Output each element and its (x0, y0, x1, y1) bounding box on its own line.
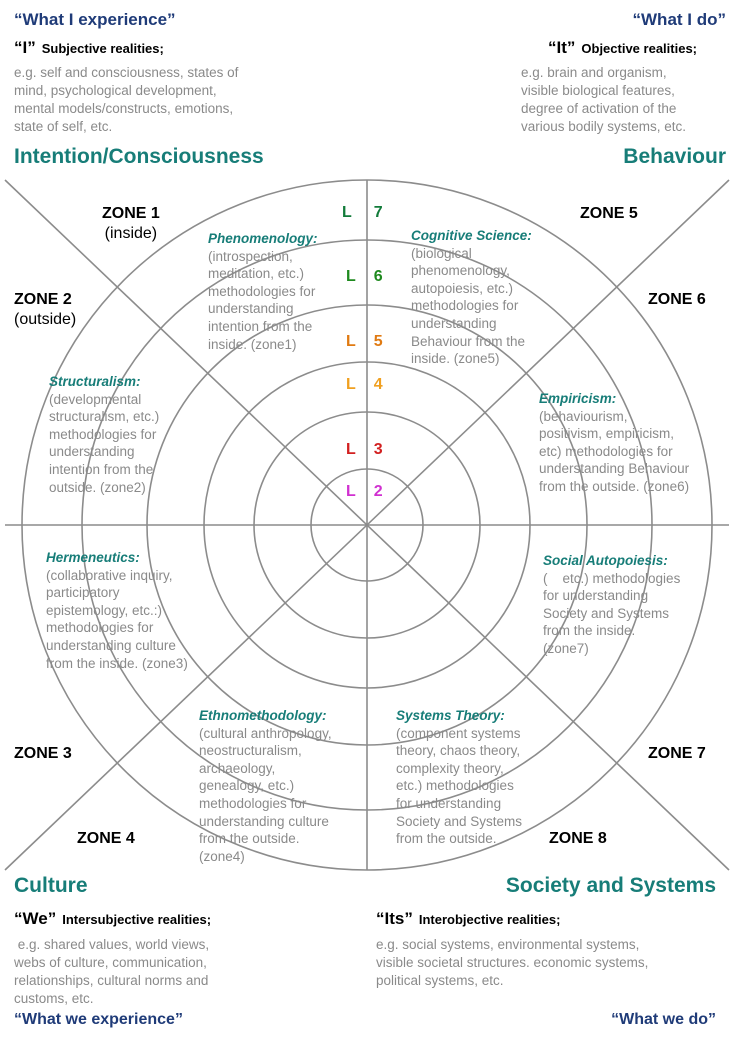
zone-1-name: ZONE 1 (102, 205, 160, 222)
ethnomethodology-title: Ethnomethodology: (199, 708, 327, 723)
method-line: methodologies for (208, 283, 316, 299)
i-example-line: state of self, etc. (14, 119, 113, 134)
method-line: intention from the (49, 461, 154, 477)
cognitive-science-title: Cognitive Science: (411, 228, 532, 243)
zone-2-name: ZONE 2 (14, 291, 72, 308)
systems-theory-title: Systems Theory: (396, 708, 505, 723)
its-example-line: e.g. social systems, environmental systems, (376, 937, 640, 952)
method-line: from the outside. (zone6) (539, 478, 690, 494)
structuralism-block (49, 373, 159, 496)
level-2-letter: L (346, 483, 356, 500)
phenomenology-title: Phenomenology: (208, 231, 318, 246)
i-pronoun-row (14, 38, 164, 58)
its-pronoun-row (376, 909, 560, 929)
interobjective-realities-label: Interobjective realities; (418, 912, 561, 927)
method-line: inside. (zone5) (411, 351, 500, 367)
method-line: structuralism, etc.) (49, 409, 160, 425)
level-5-letter: L (346, 333, 356, 350)
it-pronoun-row (548, 38, 697, 58)
level-4-number: 4 (373, 376, 383, 393)
method-line: understanding (208, 301, 294, 317)
level-7-number: 7 (373, 204, 383, 221)
method-line: (biological (411, 245, 472, 261)
level-6 (346, 268, 383, 286)
method-line: understanding culture (46, 637, 176, 653)
method-line: (behaviourism, (539, 408, 628, 424)
what-we-experience-footer: “What we experience” (14, 1011, 183, 1028)
level-3-letter: L (346, 441, 356, 458)
zone-8-label: ZONE 8 (549, 830, 607, 847)
it-examples (521, 64, 686, 136)
we-example-line: webs of culture, communication, (14, 955, 207, 970)
method-line: (zone4) (199, 848, 245, 864)
its-examples (376, 936, 648, 990)
its-example-line: visible societal structures. economic systems, (376, 955, 649, 970)
hermeneutics-title: Hermeneutics: (46, 550, 140, 565)
method-line: Behaviour from the (411, 333, 526, 349)
method-line: from the outside. (199, 831, 300, 847)
level-6-letter: L (346, 268, 356, 285)
we-pronoun: “We” (14, 909, 57, 928)
what-i-do-heading: “What I do” (632, 10, 726, 29)
method-line: etc) methodologies for (539, 443, 673, 459)
method-line: (introspection, (208, 248, 293, 264)
i-pronoun: “I” (14, 38, 36, 57)
hermeneutics-block (46, 549, 188, 672)
method-line: etc.) methodologies (396, 778, 514, 794)
method-line: (component systems (396, 725, 521, 741)
i-examples (14, 64, 238, 136)
its-example-line: political systems, etc. (376, 973, 504, 988)
it-pronoun: “It” (548, 38, 576, 57)
method-line: archaeology, (199, 760, 276, 776)
behaviour-title: Behaviour (623, 145, 726, 168)
what-we-do-footer: “What we do” (611, 1011, 716, 1028)
method-line: from the outside. (396, 831, 497, 847)
level-7-letter: L (342, 204, 352, 221)
method-line: from the inside. (543, 623, 636, 639)
method-line: epistemology, etc.:) (46, 602, 163, 618)
intention-consciousness-title: Intention/Consciousness (14, 145, 264, 168)
method-line: inside. (zone1) (208, 336, 297, 352)
method-line: (cultural anthropology, (199, 725, 332, 741)
method-line: from the inside. (zone3) (46, 655, 188, 671)
subjective-realities-label: Subjective realities; (41, 41, 164, 56)
method-line: understanding (411, 315, 497, 331)
it-example-line: visible biological features, (521, 83, 675, 98)
we-pronoun-row (14, 909, 211, 929)
we-example-line: customs, etc. (14, 991, 94, 1006)
zone-6-label: ZONE 6 (648, 291, 706, 308)
level-7 (342, 204, 383, 222)
i-example-line: mind, psychological development, (14, 83, 217, 98)
method-line: positivism, empiricism, (539, 426, 675, 442)
method-line: for understanding (543, 588, 649, 604)
i-example-line: mental models/constructs, emotions, (14, 101, 234, 116)
method-line: methodologies for (199, 795, 307, 811)
method-line: meditation, etc.) (208, 266, 305, 282)
method-line: intention from the (208, 318, 313, 334)
method-line: understanding culture (199, 813, 329, 829)
intersubjective-realities-label: Intersubjective realities; (62, 912, 212, 927)
society-systems-title: Society and Systems (505, 874, 716, 897)
method-line: autopoiesis, etc.) (411, 280, 514, 296)
method-line: complexity theory, (396, 760, 504, 776)
zone-3-label: ZONE 3 (14, 745, 72, 762)
social-autopoiesis-title: Social Autopoiesis: (543, 553, 668, 568)
zone-5-label: ZONE 5 (580, 205, 638, 222)
cognitive-science-block (411, 227, 532, 368)
method-line: methodologies for (49, 426, 157, 442)
structuralism-title: Structuralism: (49, 374, 141, 389)
method-line: for understanding (396, 795, 502, 811)
it-example-line: e.g. brain and organism, (521, 65, 667, 80)
level-2-number: 2 (373, 483, 383, 500)
method-line: methodologies for (46, 620, 154, 636)
we-example-line: e.g. shared values, world views, (14, 937, 210, 952)
method-line: (zone7) (543, 640, 589, 656)
method-line: genealogy, etc.) (199, 778, 295, 794)
level-3-number: 3 (373, 441, 383, 458)
level-4 (346, 376, 383, 394)
empiricism-block (539, 390, 689, 496)
zone-2-label (14, 290, 76, 330)
level-5 (346, 333, 383, 351)
culture-title: Culture (14, 874, 88, 897)
i-example-line: e.g. self and consciousness, states of (14, 65, 239, 80)
level-2 (346, 483, 383, 501)
level-3 (346, 441, 383, 459)
empiricism-title: Empiricism: (539, 391, 617, 406)
method-line: (collaborative inquiry, (46, 567, 173, 583)
it-example-line: various bodily systems, etc. (521, 119, 687, 134)
method-line: Society and Systems (543, 605, 670, 621)
method-line: methodologies for (411, 298, 519, 314)
ethnomethodology-block (199, 707, 332, 865)
zone-1-label (102, 204, 160, 244)
we-example-line: relationships, cultural norms and (14, 973, 209, 988)
its-pronoun: “Its” (376, 909, 413, 928)
method-line: ( etc.) methodologies (543, 570, 681, 586)
method-line: outside. (zone2) (49, 479, 146, 495)
systems-theory-block (396, 707, 522, 848)
zone-1-sub: (inside) (104, 225, 158, 242)
method-line: understanding Behaviour (539, 461, 690, 477)
social-autopoiesis-block (543, 552, 680, 658)
method-line: Society and Systems (396, 813, 523, 829)
zone-4-label: ZONE 4 (77, 830, 135, 847)
zone-7-label: ZONE 7 (648, 745, 706, 762)
method-line: neostructuralism, (199, 743, 302, 759)
level-5-number: 5 (373, 333, 383, 350)
it-example-line: degree of activation of the (521, 101, 677, 116)
we-examples (14, 936, 209, 1008)
method-line: theory, chaos theory, (396, 743, 521, 759)
method-line: (developmental (49, 391, 142, 407)
what-i-experience-heading: “What I experience” (14, 10, 176, 29)
level-4-letter: L (346, 376, 356, 393)
method-line: phenomenology, (411, 263, 510, 279)
method-line: participatory (46, 585, 120, 601)
phenomenology-block (208, 230, 318, 353)
method-line: understanding (49, 444, 135, 460)
objective-realities-label: Objective realities; (581, 41, 698, 56)
level-6-number: 6 (373, 268, 383, 285)
zone-2-sub: (outside) (14, 311, 77, 328)
